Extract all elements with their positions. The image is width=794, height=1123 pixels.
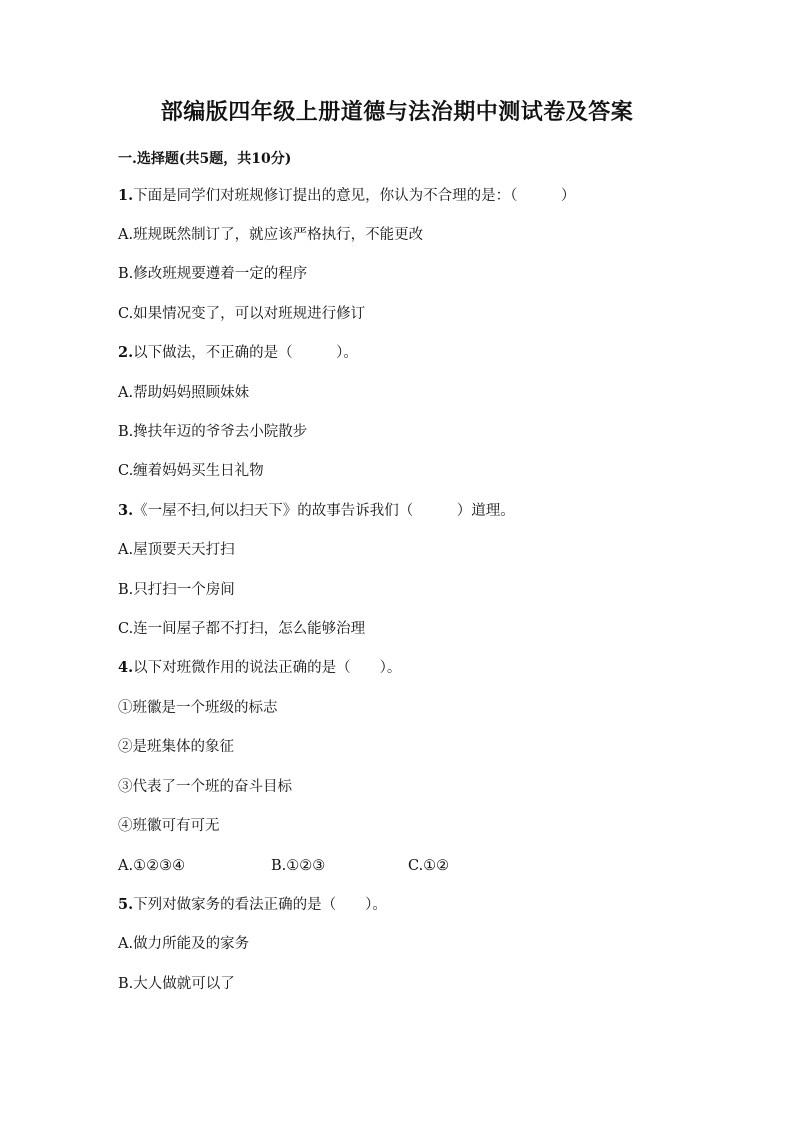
q4-option-c: C.①② xyxy=(408,858,450,874)
q2-option-c: C.缠着妈妈买生日礼物 xyxy=(118,463,264,479)
question-stem: 《一屋不扫,何以扫天下》的故事告诉我们（ ）道理。 xyxy=(133,503,515,519)
q3-option-c: C.连一间屋子都不打扫，怎么能够治理 xyxy=(118,621,366,637)
q4-statement-2: ②是班集体的象征 xyxy=(118,739,234,755)
q4-option-a: A.①②③④ xyxy=(118,858,186,874)
q1-option-b: B.修改班规要遵着一定的程序 xyxy=(118,266,308,282)
question-stem: 以下对班微作用的说法正确的是（ ）。 xyxy=(133,660,402,676)
question-5 xyxy=(118,895,387,915)
question-2 xyxy=(118,343,358,363)
question-number: 3. xyxy=(118,502,134,519)
q3-option-a: A.屋顶要天天打扫 xyxy=(118,542,235,558)
q4-statement-3: ③代表了一个班的奋斗目标 xyxy=(118,779,292,795)
question-stem: 下面是同学们对班规修订提出的意见，你认为不合理的是：（ ） xyxy=(133,188,576,204)
question-stem: 下列对做家务的看法正确的是（ ）。 xyxy=(133,897,387,913)
q1-option-c: C.如果情况变了，可以对班规进行修订 xyxy=(118,306,366,322)
question-4 xyxy=(118,658,401,678)
q4-options-row xyxy=(118,856,678,876)
question-3 xyxy=(118,501,515,521)
question-number: 5. xyxy=(118,896,134,913)
question-stem: 以下做法，不正确的是（ ）。 xyxy=(133,345,358,361)
q2-option-a: A.帮助妈妈照顾妹妹 xyxy=(118,385,250,401)
question-1 xyxy=(118,186,575,206)
q5-option-b: B.大人做就可以了 xyxy=(118,976,235,992)
q3-option-b: B.只打扫一个房间 xyxy=(118,582,235,598)
q1-option-a: A.班规既然制订了，就应该严格执行，不能更改 xyxy=(118,227,424,243)
section-heading: 一.选择题(共5题，共10分) xyxy=(118,151,292,167)
q5-option-a: A.做力所能及的家务 xyxy=(118,936,250,952)
q4-statement-4: ④班徽可有可无 xyxy=(118,818,220,834)
question-number: 2. xyxy=(118,344,134,361)
q4-option-b: B.①②③ xyxy=(271,858,326,874)
question-number: 4. xyxy=(118,659,134,676)
question-number: 1. xyxy=(118,187,134,204)
q2-option-b: B.搀扶年迈的爷爷去小院散步 xyxy=(118,424,308,440)
page-title: 部编版四年级上册道德与法治期中测试卷及答案 xyxy=(160,99,634,125)
q4-statement-1: ①班徽是一个班级的标志 xyxy=(118,700,278,716)
